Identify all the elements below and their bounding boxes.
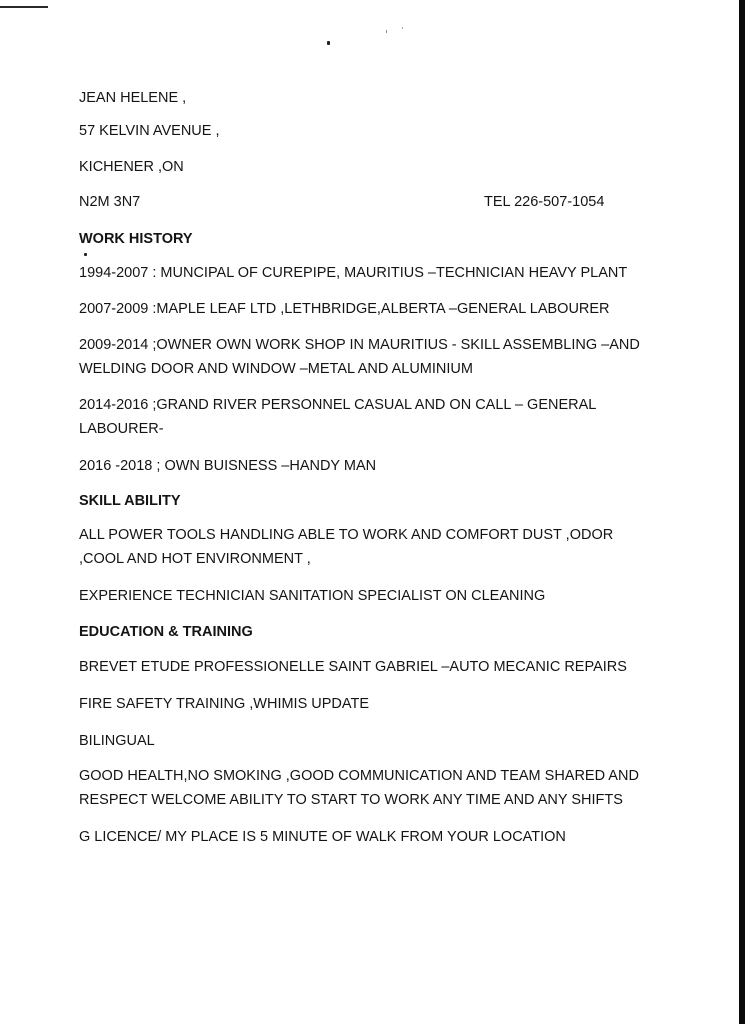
skill-ability-line: ,COOL AND HOT ENVIRONMENT , bbox=[79, 551, 311, 567]
education-line: FIRE SAFETY TRAINING ,WHIMIS UPDATE bbox=[79, 696, 370, 712]
work-history-line: 2016 -2018 ; OWN BUISNESS –HANDY MAN bbox=[79, 458, 377, 474]
section-heading-skill-ability: SKILL ABILITY bbox=[79, 493, 181, 509]
work-history-line: WELDING DOOR AND WINDOW –METAL AND ALUMINIUM bbox=[79, 361, 473, 377]
education-line: G LICENCE/ MY PLACE IS 5 MINUTE OF WALK FROM YOUR LOCATION bbox=[79, 829, 566, 845]
contact-postal: N2M 3N7 bbox=[79, 194, 141, 210]
contact-city: KICHENER ,ON bbox=[79, 159, 184, 175]
work-history-line: 2007-2009 :MAPLE LEAF LTD ,LETHBRIDGE,ALBERTA –GENERAL LABOURER bbox=[79, 301, 610, 317]
education-line: BILINGUAL bbox=[79, 733, 155, 749]
contact-name: JEAN HELENE , bbox=[79, 90, 187, 106]
skill-ability-line: EXPERIENCE TECHNICIAN SANITATION SPECIALIST ON CLEANING bbox=[79, 588, 546, 604]
work-history-line: 2014-2016 ;GRAND RIVER PERSONNEL CASUAL AND ON CALL – GENERAL bbox=[79, 397, 597, 413]
work-history-line: 1994-2007 : MUNCIPAL OF CUREPIPE, MAURITIUS –TECHNICIAN HEAVY PLANT bbox=[79, 265, 628, 281]
contact-phone: TEL 226-507-1054 bbox=[484, 194, 605, 210]
education-line: RESPECT WELCOME ABILITY TO START TO WORK ANY TIME AND ANY SHIFTS bbox=[79, 792, 623, 808]
education-line: GOOD HEALTH,NO SMOKING ,GOOD COMMUNICATION AND TEAM SHARED AND bbox=[79, 768, 639, 784]
skill-ability-line: ALL POWER TOOLS HANDLING ABLE TO WORK AND COMFORT DUST ,ODOR bbox=[79, 527, 614, 543]
section-heading-education-training: EDUCATION & TRAINING bbox=[79, 624, 253, 640]
work-history-line: LABOURER- bbox=[79, 421, 164, 437]
education-line: BREVET ETUDE PROFESSIONELLE SAINT GABRIEL –AUTO MECANIC REPAIRS bbox=[79, 659, 627, 675]
section-heading-work-history: WORK HISTORY bbox=[79, 231, 193, 247]
work-history-line: 2009-2014 ;OWNER OWN WORK SHOP IN MAURITIUS - SKILL ASSEMBLING –AND bbox=[79, 337, 640, 353]
contact-street: 57 KELVIN AVENUE , bbox=[79, 123, 220, 139]
